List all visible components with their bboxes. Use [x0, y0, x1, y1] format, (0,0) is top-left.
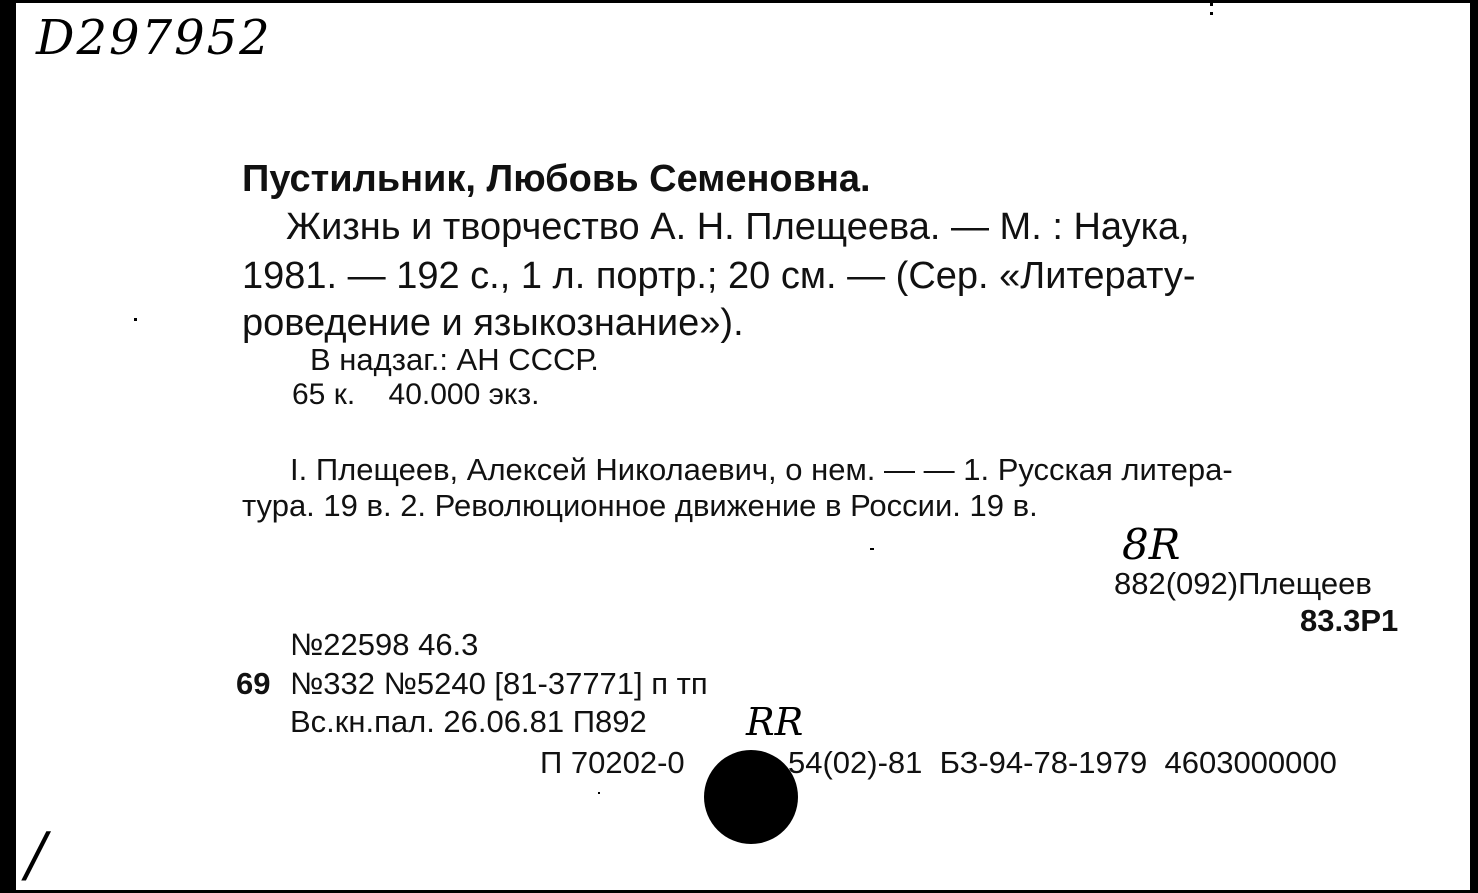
- card-right-edge: [1470, 0, 1478, 893]
- bbk-classification: 83.3Р1: [1300, 603, 1399, 638]
- handwritten-mark: 8R: [1122, 520, 1181, 569]
- card-top-edge: [0, 0, 1478, 3]
- title-line-1: Жизнь и творчество А. Н. Плещеева. — М. : Наука,: [286, 206, 1190, 248]
- speck: [870, 548, 874, 550]
- chamber-line: Вс.кн.пал. 26.06.81 П892: [290, 704, 647, 739]
- card-left-edge: [0, 0, 16, 893]
- record-number: №22598 46.3: [290, 627, 479, 662]
- subject-line-1: I. Плещеев, Алексей Николаевич, о нем. — — 1. Русская литера-: [290, 452, 1233, 487]
- price-print-run: 65 к. 40.000 экз.: [292, 378, 540, 411]
- corner-mark: /: [26, 820, 47, 890]
- call-number: D297952: [36, 10, 272, 66]
- note-header: В надзаг.: АН СССР.: [310, 342, 599, 377]
- title-line-2: 1981. — 192 с., 1 л. портр.; 20 см. — (Сер. «Литерату-: [242, 255, 1196, 297]
- title-line-3: роведение и языкознание»).: [242, 302, 744, 344]
- punch-hole: [704, 750, 798, 844]
- subject-line-2: тура. 19 в. 2. Революционное движение в России. 19 в.: [242, 488, 1038, 523]
- speck: [134, 318, 137, 321]
- udc-classification: 882(092)Плещеев: [1114, 566, 1372, 601]
- edition-line-prefix: 69: [236, 666, 271, 701]
- author-heading: Пустильник, Любовь Семеновна.: [242, 158, 871, 200]
- speck: [598, 792, 600, 794]
- speck: [1210, 12, 1213, 15]
- publisher-index: П 70202-0: [540, 745, 685, 780]
- edition-line: №332 №5240 [81-37771] п тп: [290, 666, 708, 701]
- publisher-index-tail: 54(02)-81 БЗ-94-78-1979 4603000000: [788, 745, 1337, 780]
- initials-mark: RR: [746, 700, 804, 744]
- speck: [1210, 2, 1213, 6]
